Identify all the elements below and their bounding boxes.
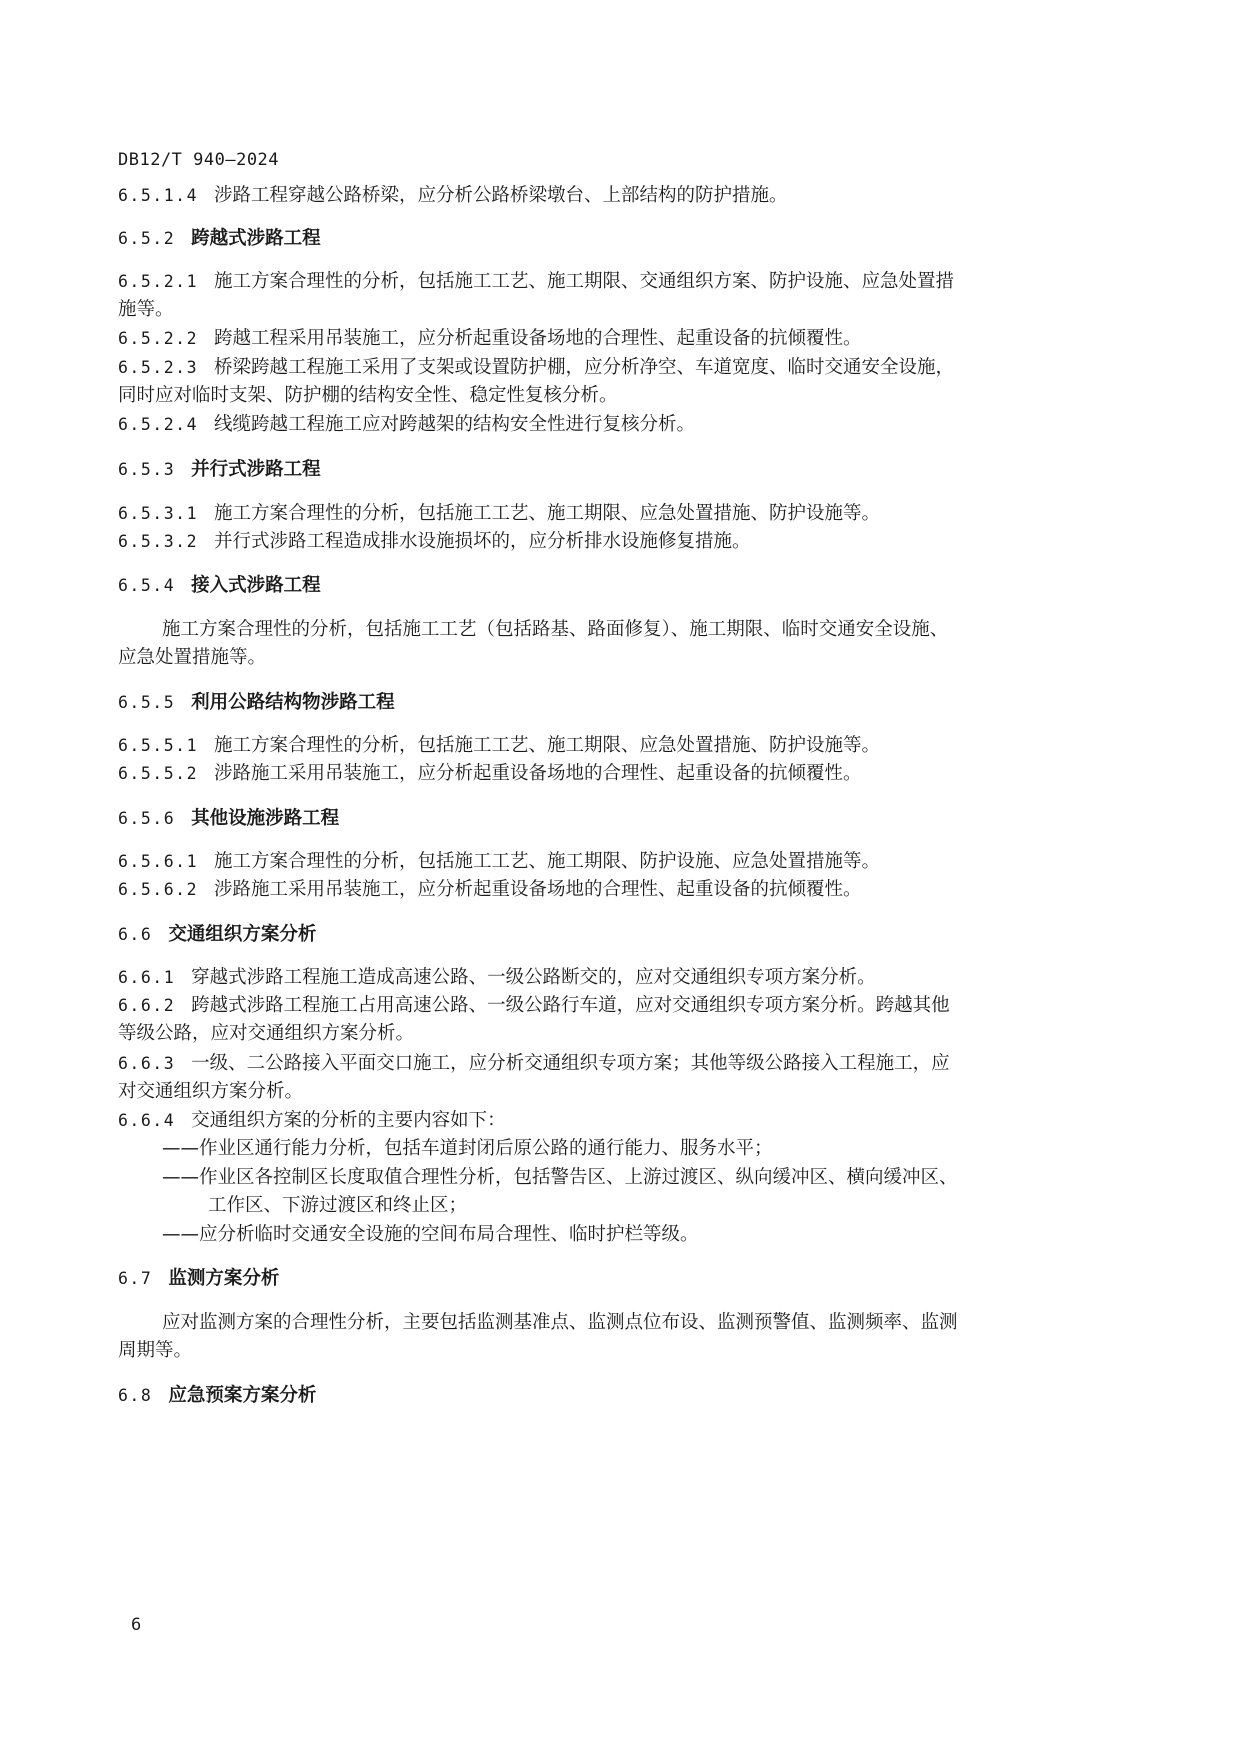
clause-text: 涉路工程穿越公路桥梁，应分析公路桥梁墩台、上部结构的防护措施。 (214, 185, 788, 206)
heading-6-6 (118, 921, 1128, 949)
clause-number: 6.5.6.2 (118, 880, 199, 899)
list-item-text: ——作业区通行能力分析，包括车道封闭后原公路的通行能力、服务水平； (162, 1138, 773, 1159)
clause-6-6-1 (118, 964, 1128, 992)
clause-text: 涉路施工采用吊装施工，应分析起重设备场地的合理性、起重设备的抗倾覆性。 (214, 763, 862, 784)
clause-number: 6.5.5.2 (118, 764, 199, 783)
clause-number: 6.8 (118, 1386, 153, 1405)
clause-6-5-3-1 (118, 500, 1128, 528)
list-item-text: ——应分析临时交通安全设施的空间布局合理性、临时护栏等级。 (162, 1224, 699, 1245)
clause-6-5-6-1 (118, 848, 1128, 876)
heading-text: 交通组织方案分析 (168, 924, 317, 945)
clause-text: 桥梁跨越工程施工采用了支架或设置防护棚，应分析净空、车道宽度、临时交通安全设施， (214, 357, 955, 378)
clause-text: 施工方案合理性的分析，包括施工工艺、施工期限、应急处置措施、防护设施等。 (214, 735, 881, 756)
clause-number: 6.5.4 (118, 576, 176, 595)
clause-text: 施工方案合理性的分析，包括施工工艺、施工期限、应急处置措施、防护设施等。 (214, 503, 881, 524)
clause-number: 6.5.5.1 (118, 736, 199, 755)
heading-text: 其他设施涉路工程 (191, 808, 340, 829)
paragraph-text: 应对监测方案的合理性分析，主要包括监测基准点、监测点位布设、监测预警值、监测频率、监测 (162, 1312, 958, 1333)
clause-text: 施等。 (118, 299, 174, 320)
heading-text: 利用公路结构物涉路工程 (191, 692, 395, 713)
list-item-text: ——作业区各控制区长度取值合理性分析，包括警告区、上游过渡区、纵向缓冲区、横向缓冲区、 (162, 1167, 958, 1188)
clause-6-5-2-3 (118, 354, 1128, 382)
clause-6-5-5-1 (118, 732, 1128, 760)
clause-6-5-5-2 (118, 760, 1128, 788)
clause-number: 6.5.2.2 (118, 329, 199, 348)
standard-code: DB12/T 940—2024 (118, 150, 280, 170)
clause-text: 施工方案合理性的分析，包括施工工艺、施工期限、防护设施、应急处置措施等。 (214, 851, 881, 872)
clause-text: 施工方案合理性的分析，包括施工工艺、施工期限、交通组织方案、防护设施、应急处置措 (214, 271, 955, 292)
clause-text: 等级公路，应对交通组织方案分析。 (118, 1023, 415, 1044)
list-item-text: 工作区、下游过渡区和终止区； (208, 1195, 468, 1216)
page-number: 6 (131, 1615, 142, 1635)
clause-number: 6.6.4 (118, 1111, 176, 1130)
clause-text: 跨越式涉路工程施工占用高速公路、一级公路行车道，应对交通组织专项方案分析。跨越其他 (191, 995, 950, 1016)
clause-continuation (118, 296, 1128, 324)
clause-6-5-1-4 (118, 182, 1128, 210)
clause-number: 6.6.3 (118, 1054, 176, 1073)
clause-number: 6.5.2.4 (118, 415, 199, 434)
heading-text: 应急预案方案分析 (168, 1385, 317, 1406)
clause-number: 6.5.2.3 (118, 358, 199, 377)
clause-number: 6.5.5 (118, 693, 176, 712)
list-item (162, 1135, 1172, 1163)
heading-6-5-5 (118, 689, 1128, 717)
paragraph-text: 周期等。 (118, 1340, 193, 1361)
clause-number: 6.5.3 (118, 460, 176, 479)
clause-number: 6.5.3.1 (118, 504, 199, 523)
heading-text: 并行式涉路工程 (191, 459, 321, 480)
clause-6-5-2-1 (118, 268, 1128, 296)
heading-6-5-6 (118, 805, 1128, 833)
clause-text: 一级、二公路接入平面交口施工，应分析交通组织专项方案；其他等级公路接入工程施工，应 (191, 1053, 950, 1074)
clause-6-6-4 (118, 1107, 1128, 1135)
heading-6-5-3 (118, 456, 1128, 484)
clause-6-6-2 (118, 992, 1128, 1020)
clause-text: 同时应对临时支架、防护棚的结构安全性、稳定性复核分析。 (118, 385, 618, 406)
clause-text: 交通组织方案的分析的主要内容如下： (191, 1110, 506, 1131)
clause-number: 6.6 (118, 925, 153, 944)
clause-number: 6.5.1.4 (118, 186, 199, 205)
clause-6-6-3 (118, 1050, 1128, 1078)
clause-text: 对交通组织方案分析。 (118, 1081, 304, 1102)
list-item (162, 1221, 1172, 1249)
heading-6-5-2 (118, 225, 1128, 253)
paragraph-text: 应急处置措施等。 (118, 647, 267, 668)
clause-text: 涉路施工采用吊装施工，应分析起重设备场地的合理性、起重设备的抗倾覆性。 (214, 879, 862, 900)
heading-text: 跨越式涉路工程 (191, 228, 321, 249)
paragraph-continuation (118, 1337, 1128, 1365)
clause-text: 并行式涉路工程造成排水设施损坏的，应分析排水设施修复措施。 (214, 531, 751, 552)
clause-number: 6.6.1 (118, 968, 176, 987)
clause-text: 线缆跨越工程施工应对跨越架的结构安全性进行复核分析。 (214, 414, 696, 435)
list-item (162, 1164, 1172, 1192)
clause-number: 6.5.6 (118, 809, 176, 828)
list-item-continuation (208, 1192, 1218, 1220)
heading-6-5-4 (118, 572, 1128, 600)
clause-number: 6.5.2 (118, 229, 176, 248)
clause-number: 6.7 (118, 1269, 153, 1288)
clause-6-5-6-2 (118, 876, 1128, 904)
clause-continuation (118, 1020, 1128, 1048)
clause-text: 跨越工程采用吊装施工，应分析起重设备场地的合理性、起重设备的抗倾覆性。 (214, 328, 862, 349)
heading-text: 接入式涉路工程 (191, 575, 321, 596)
clause-6-5-3-2 (118, 528, 1128, 556)
clause-text: 穿越式涉路工程施工造成高速公路、一级公路断交的，应对交通组织专项方案分析。 (191, 967, 876, 988)
paragraph-text: 施工方案合理性的分析，包括施工工艺（包括路基、路面修复）、施工期限、临时交通安全设施、 (162, 619, 949, 640)
heading-text: 监测方案分析 (168, 1268, 280, 1289)
clause-continuation (118, 382, 1128, 410)
clause-number: 6.5.6.1 (118, 852, 199, 871)
paragraph (162, 616, 1172, 644)
paragraph (162, 1309, 1172, 1337)
heading-6-8 (118, 1382, 1128, 1410)
clause-number: 6.5.2.1 (118, 272, 199, 291)
paragraph-continuation (118, 644, 1128, 672)
clause-number: 6.6.2 (118, 996, 176, 1015)
heading-6-7 (118, 1265, 1128, 1293)
clause-6-5-2-2 (118, 325, 1128, 353)
clause-continuation (118, 1078, 1128, 1106)
clause-number: 6.5.3.2 (118, 532, 199, 551)
clause-6-5-2-4 (118, 411, 1128, 439)
